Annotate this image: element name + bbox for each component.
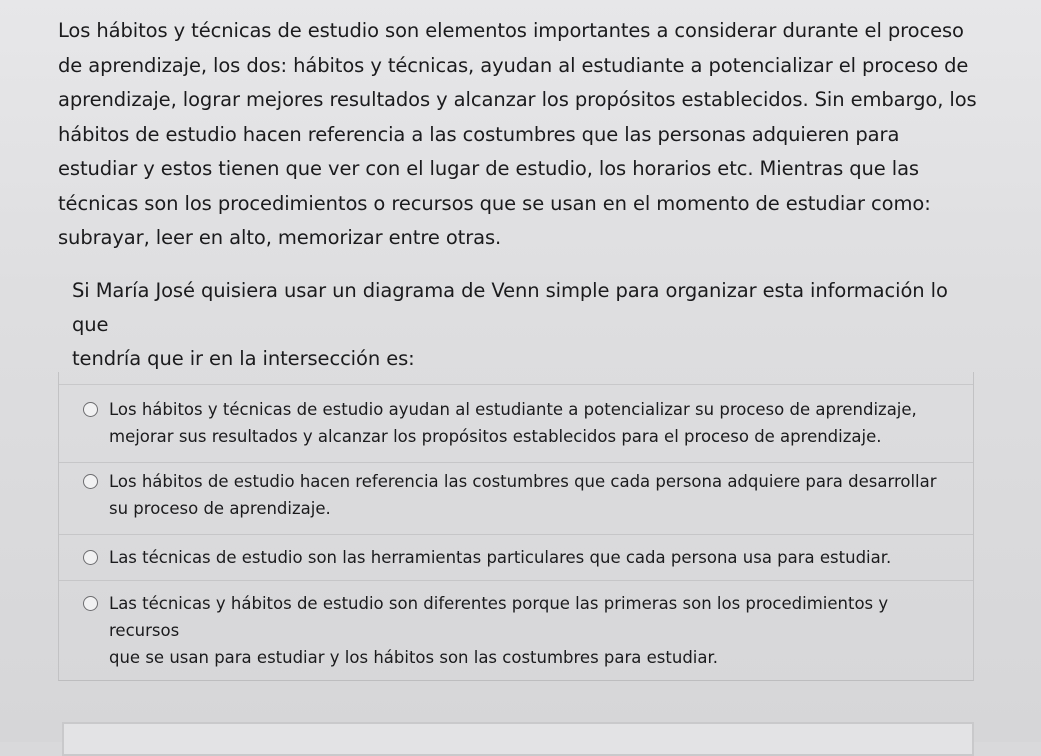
radio-button[interactable] <box>83 550 98 565</box>
passage-line: técnicas son los procedimientos o recursos que se usan en el momento de estudiar como: <box>58 191 931 215</box>
radio-button[interactable] <box>83 474 98 489</box>
divider <box>59 462 973 463</box>
option-line: su proceso de aprendizaje. <box>109 499 331 518</box>
passage-line: Los hábitos y técnicas de estudio son elementos importantes a considerar durante el proceso <box>58 19 964 42</box>
question-line: tendría que ir en la intersección es: <box>72 346 415 370</box>
option-line: Los hábitos y técnicas de estudio ayudan al estudiante a potencializar su proceso de aprendizaje, <box>109 400 917 419</box>
option-text <box>109 544 959 571</box>
passage-line: aprendizaje, lograr mejores resultados y alcanzar los propósitos establecidos. Sin embargo, los <box>58 88 977 111</box>
question-line: Si María José quisiera usar un diagrama de Venn simple para organizar esta información lo que <box>72 278 948 336</box>
option-text <box>109 590 959 671</box>
passage-line: estudiar y estos tienen que ver con el lugar de estudio, los horarios etc. Mientras que las <box>58 157 919 180</box>
divider <box>59 384 973 385</box>
next-question-frame <box>62 722 974 756</box>
divider <box>59 580 973 581</box>
option-line: Las técnicas de estudio son las herramientas particulares que cada persona usa para estudiar. <box>109 548 892 567</box>
option-text <box>109 468 959 522</box>
divider <box>59 534 973 535</box>
reading-passage <box>58 14 988 256</box>
option-line: que se usan para estudiar y los hábitos son las costumbres para estudiar. <box>109 648 719 667</box>
option-line: mejorar sus resultados y alcanzar los propósitos establecidos para el proceso de aprendizaje. <box>109 427 882 446</box>
answer-options <box>58 372 974 681</box>
passage-line: subrayar, leer en alto, memorizar entre otras. <box>58 226 502 249</box>
option-line: Las técnicas y hábitos de estudio son diferentes porque las primeras son los procedimientos y recursos <box>109 594 889 640</box>
radio-button[interactable] <box>83 402 98 417</box>
passage-line: hábitos de estudio hacen referencia a las costumbres que las personas adquieren para <box>58 122 900 146</box>
option-line: Los hábitos de estudio hacen referencia las costumbres que cada persona adquiere para desarrollar <box>109 472 937 491</box>
passage-line: de aprendizaje, los dos: hábitos y técnicas, ayudan al estudiante a potencializar el proceso de <box>58 53 969 77</box>
option-text <box>109 396 959 450</box>
question-prompt <box>58 274 988 376</box>
question-content <box>58 14 988 376</box>
radio-button[interactable] <box>83 596 98 611</box>
